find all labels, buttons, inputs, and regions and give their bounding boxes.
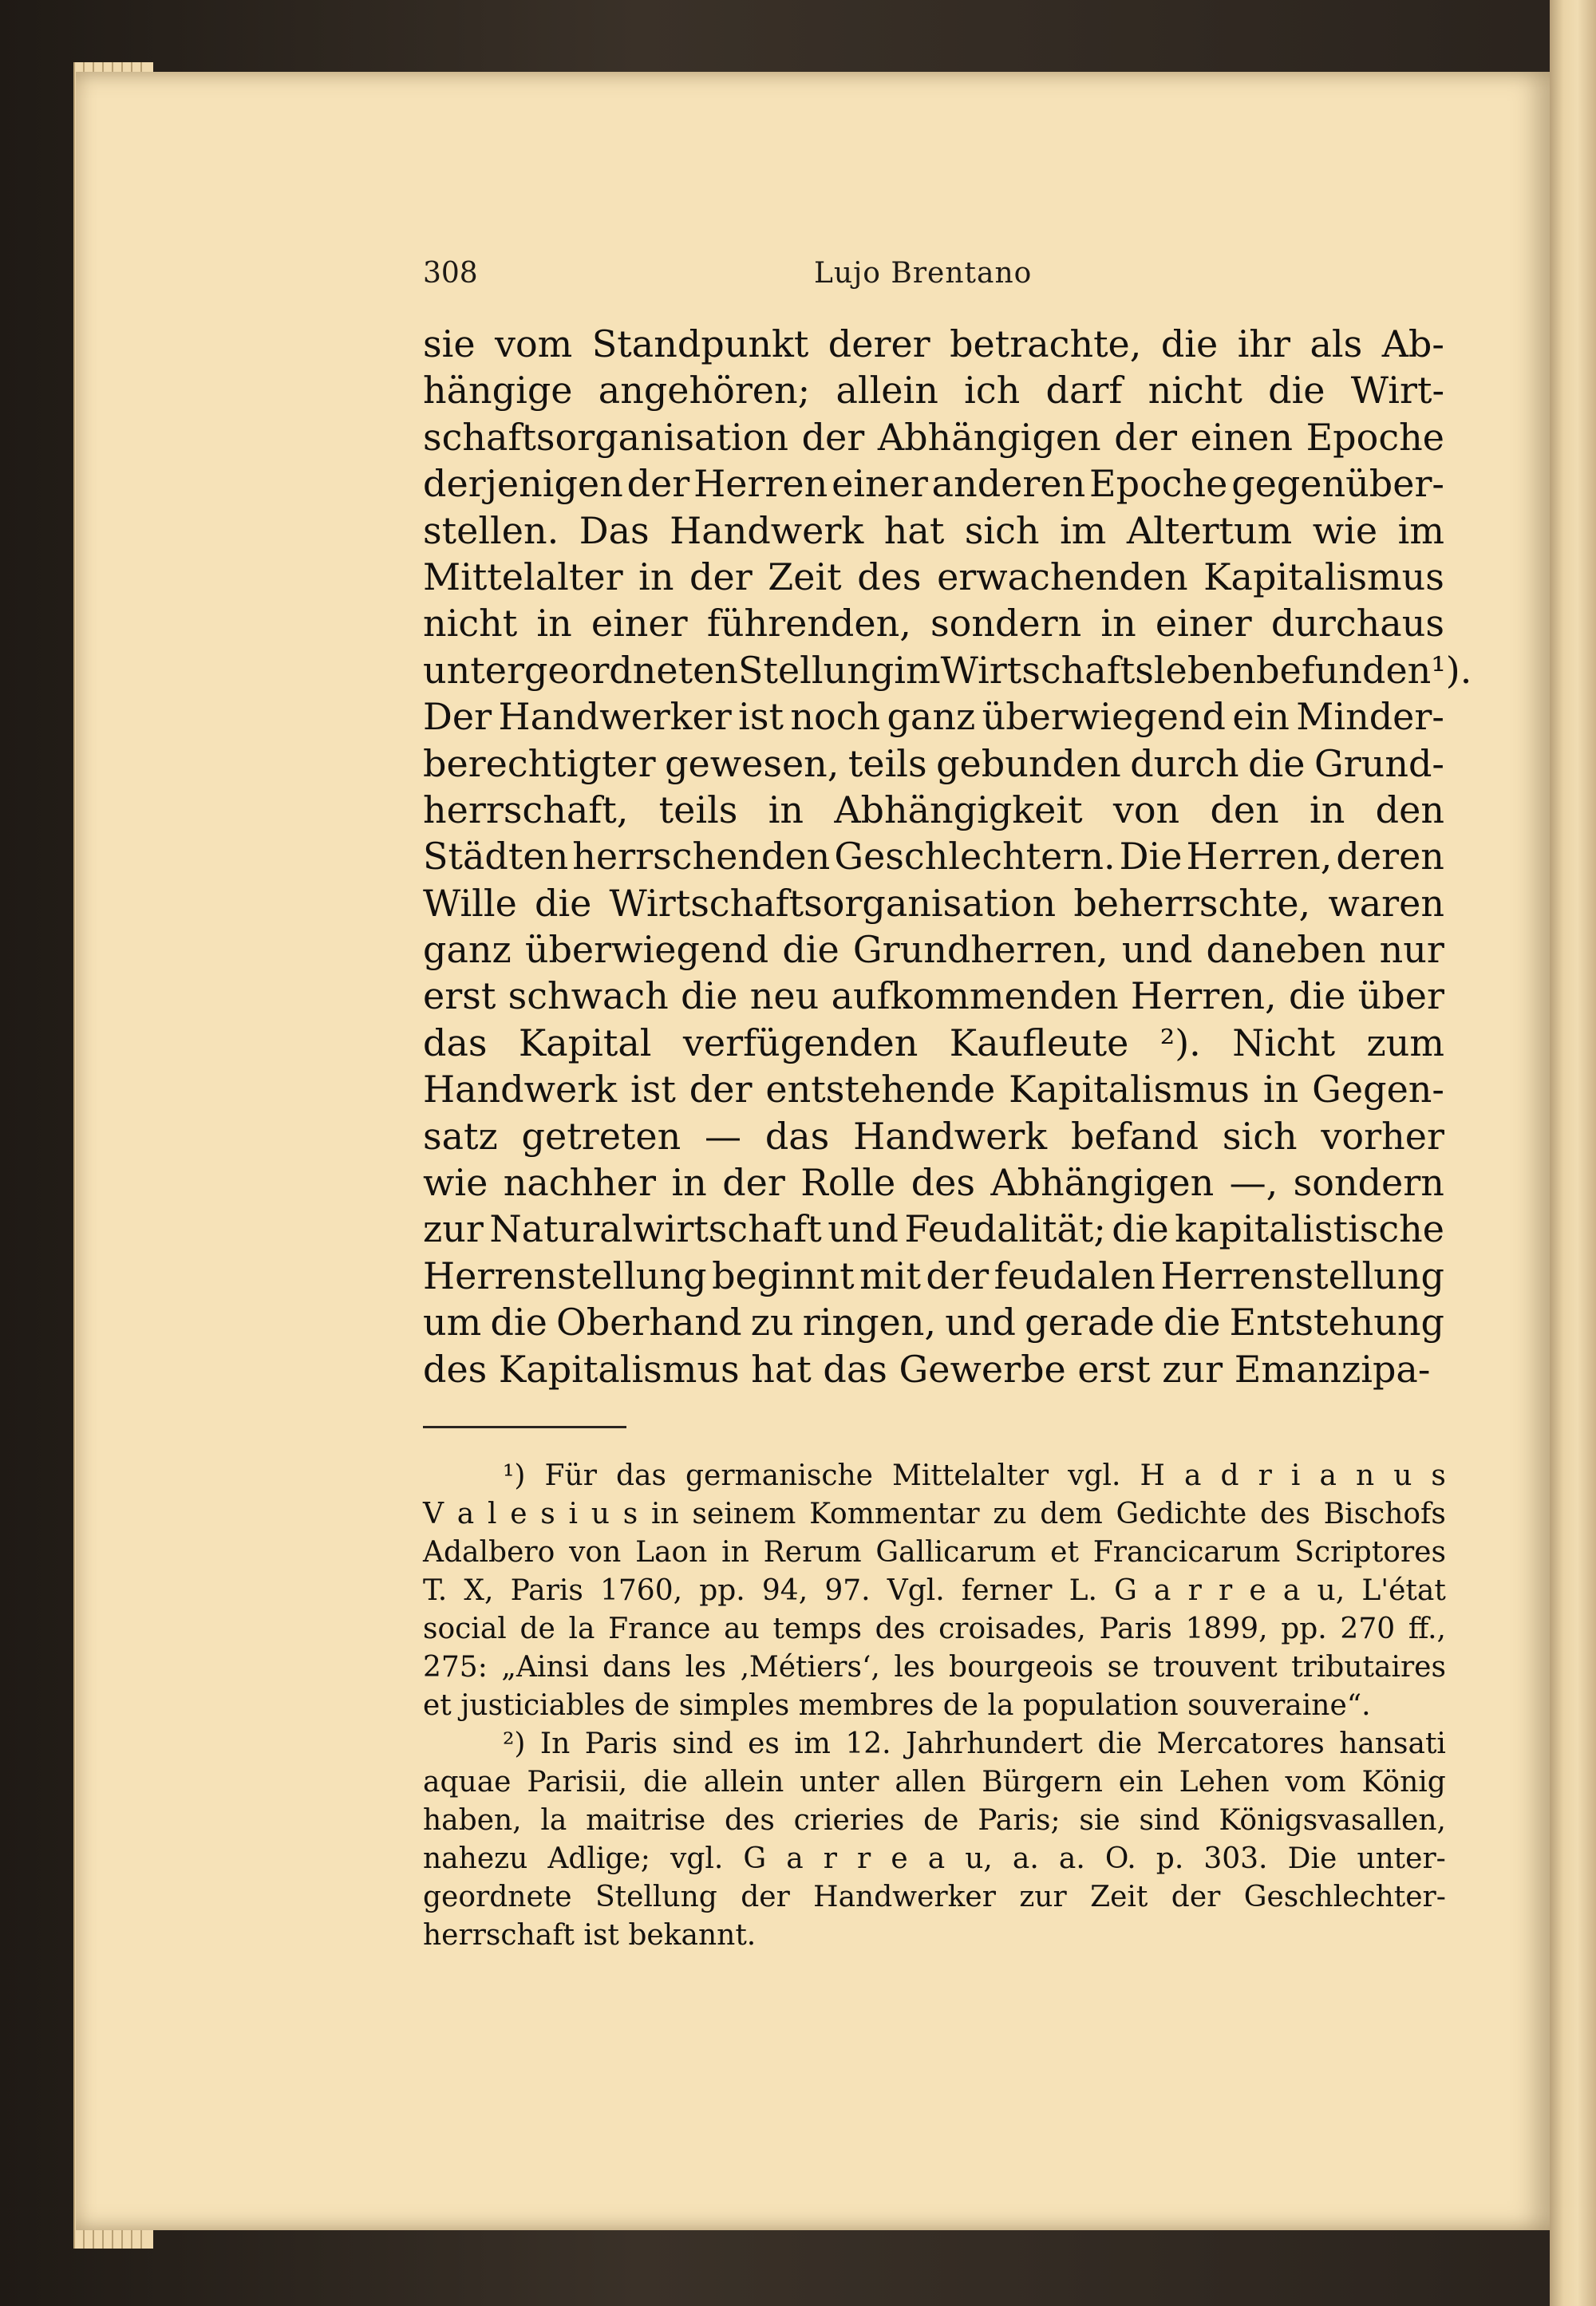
footnote-line: nahezu Adlige; vgl. G a r r e a u, a. a. O. p. 303. Die unter- [423, 1842, 1446, 1875]
footnote-line: et justiciables de simples membres de la population souveraine“. [423, 1689, 1371, 1722]
footnote-line: haben, la maitrise des crieries de Paris; sie sind Königsvasallen, [423, 1804, 1446, 1837]
footnote-line: ¹) Für das germanische Mittelalter vgl. H a d r i a n u s [503, 1459, 1446, 1492]
footnote-line: V a l e s i u s in seinem Kommentar zu dem Gedichte des Bischofs [423, 1498, 1446, 1530]
body-text [423, 321, 1472, 1392]
body-line: satz getreten — das Handwerk befand sich vorher [423, 1114, 1444, 1158]
footnote-line: Adalbero von Laon in Rerum Gallicarum et Francicarum Scriptores [423, 1536, 1446, 1569]
footnote-line: T. X, Paris 1760, pp. 94, 97. Vgl. ferner L. G a r r e a u, L'état [423, 1574, 1446, 1607]
body-line: berechtigter gewesen, teils gebunden durch die Grund- [423, 741, 1444, 785]
running-title: Lujo Brentano [814, 257, 1033, 290]
body-line: Herrenstellung beginnt mit der feudalen Herrenstellung [423, 1254, 1444, 1297]
body-line: hängige angehören; allein ich darf nicht die Wirt- [423, 369, 1444, 413]
body-line: zur Naturalwirtschaft und Feudalität; die kapitalistische [423, 1207, 1444, 1251]
body-line: stellen. Das Handwerk hat sich im Altertum wie im [423, 508, 1444, 552]
footnote-line: aquae Parisii, die allein unter allen Bürgern ein Lehen vom König [423, 1766, 1446, 1799]
body-line: Handwerk ist der entstehende Kapitalismus in Gegen- [423, 1068, 1444, 1112]
footnote-line: social de la France au temps des croisades, Paris 1899, pp. 270 ff., [423, 1613, 1446, 1645]
facing-page-edge [1550, 0, 1596, 2306]
body-line: um die Oberhand zu ringen, und gerade die Entstehung [423, 1301, 1444, 1345]
footnote-line: ²) In Paris sind es im 12. Jahrhundert die Mercatores hansati [503, 1728, 1446, 1760]
body-line: Der Handwerker ist noch ganz überwiegend ein Minder- [423, 695, 1444, 739]
body-line: das Kapital verfügenden Kaufleute ²). Nicht zum [423, 1021, 1444, 1064]
footnote-separator [423, 1426, 626, 1428]
page-number: 308 [423, 257, 478, 290]
running-head [423, 257, 1444, 297]
body-line: des Kapitalismus hat das Gewerbe erst zur Emanzipa- [423, 1347, 1431, 1391]
body-line: untergeordneten Stellung im Wirtschaftsleben befunden ¹). [423, 648, 1472, 692]
body-line: ganz überwiegend die Grundherren, und daneben nur [423, 928, 1444, 972]
body-line: schaftsorganisation der Abhängigen der einen Epoche [423, 415, 1444, 459]
footnote-line: 275: „Ainsi dans les ‚Métiers‘, les bourgeois se trouvent tributaires [423, 1651, 1446, 1684]
body-line: nicht in einer führenden, sondern in einer durchaus [423, 602, 1444, 646]
footnote-line: herrschaft ist bekannt. [423, 1919, 757, 1952]
footnote-line: geordnete Stellung der Handwerker zur Zeit der Geschlechter- [423, 1881, 1446, 1913]
body-line: sie vom Standpunkt derer betrachte, die ihr als Ab- [423, 322, 1444, 365]
footnotes [423, 1457, 1446, 1955]
body-line: erst schwach die neu aufkommenden Herren, die über [423, 974, 1444, 1018]
body-line: herrschaft, teils in Abhängigkeit von den in den [423, 788, 1444, 831]
body-line: Städten herrschenden Geschlechtern. Die Herren, deren [423, 835, 1444, 879]
body-line: wie nachher in der Rolle des Abhängigen —, sondern [423, 1161, 1444, 1205]
body-line: Mittelalter in der Zeit des erwachenden Kapitalismus [423, 555, 1444, 598]
body-line: Wille die Wirtschaftsorganisation beherrschte, waren [423, 881, 1444, 925]
body-line: derjenigen der Herren einer anderen Epoche gegenüber- [423, 462, 1444, 506]
